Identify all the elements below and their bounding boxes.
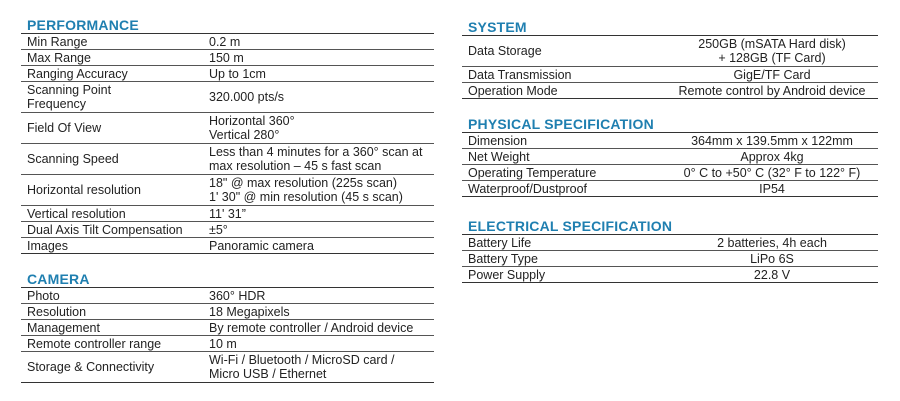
physical-section [462,116,878,197]
spec-label: Max Range [21,50,203,66]
system-table [462,36,878,99]
table-row [21,206,434,222]
spec-label: Ranging Accuracy [21,66,203,82]
spec-label: Operating Temperature [462,165,666,181]
table-row [462,235,878,251]
system-title: SYSTEM [462,19,878,36]
spec-label: Dimension [462,133,666,149]
table-row [462,181,878,197]
spec-label: Power Supply [462,267,666,283]
spec-label: Operation Mode [462,83,666,99]
spec-value: GigE/TF Card [666,67,878,83]
spec-label: Management [21,320,203,336]
table-row [21,175,434,206]
spec-label: Net Weight [462,149,666,165]
table-row [21,336,434,352]
spec-label: Data Storage [462,36,666,67]
spec-label: Min Range [21,34,203,50]
spec-value: By remote controller / Android device [203,320,434,336]
table-row [21,82,434,113]
table-row [21,238,434,254]
spec-value: LiPo 6S [666,251,878,267]
system-section [462,19,878,99]
performance-section [21,17,434,254]
table-row [21,66,434,82]
spec-value: 18 Megapixels [203,304,434,320]
table-row [21,222,434,238]
spec-value: Panoramic camera [203,238,434,254]
camera-table [21,288,434,383]
spec-value: Wi-Fi / Bluetooth / MicroSD card / Micro USB / Ethernet [203,352,434,383]
table-row [21,320,434,336]
spec-value: 320.000 pts/s [203,82,434,113]
table-row [462,83,878,99]
performance-title: PERFORMANCE [21,17,434,34]
table-row [462,165,878,181]
spec-value: 2 batteries, 4h each [666,235,878,251]
table-row [462,251,878,267]
spec-label: Field Of View [21,113,203,144]
table-row [21,34,434,50]
spec-value: 0.2 m [203,34,434,50]
spec-value: Less than 4 minutes for a 360° scan at max resolution – 45 s fast scan [203,144,434,175]
table-row [462,149,878,165]
spec-label: Scanning Speed [21,144,203,175]
spec-label: Dual Axis Tilt Compensation [21,222,203,238]
spec-label: Resolution [21,304,203,320]
table-row [462,267,878,283]
table-row [21,50,434,66]
spec-label: Remote controller range [21,336,203,352]
spec-value: 10 m [203,336,434,352]
spec-value: 18" @ max resolution (225s scan) 1' 30" @ min resolution (45 s scan) [203,175,434,206]
spec-value: 0° C to +50° C (32° F to 122° F) [666,165,878,181]
spec-value: 22.8 V [666,267,878,283]
table-row [21,144,434,175]
table-row [462,36,878,67]
spec-value: 150 m [203,50,434,66]
camera-section [21,271,434,383]
table-row [21,288,434,304]
spec-value: ±5° [203,222,434,238]
spec-label: Data Transmission [462,67,666,83]
spec-value: 364mm x 139.5mm x 122mm [666,133,878,149]
spec-label: Battery Type [462,251,666,267]
camera-title: CAMERA [21,271,434,288]
spec-value: Approx 4kg [666,149,878,165]
table-row [462,67,878,83]
spec-value: 360° HDR [203,288,434,304]
spec-label: Battery Life [462,235,666,251]
spec-label: Horizontal resolution [21,175,203,206]
table-row [21,113,434,144]
spec-value: 250GB (mSATA Hard disk) + 128GB (TF Card) [666,36,878,67]
spec-label: Images [21,238,203,254]
table-row [21,352,434,383]
table-row [462,133,878,149]
electrical-title: ELECTRICAL SPECIFICATION [462,218,878,235]
electrical-table [462,235,878,283]
table-row [21,304,434,320]
spec-label: Photo [21,288,203,304]
spec-value: Up to 1cm [203,66,434,82]
spec-value: Horizontal 360° Vertical 280° [203,113,434,144]
spec-label: Vertical resolution [21,206,203,222]
performance-table [21,34,434,254]
spec-label: Waterproof/Dustproof [462,181,666,197]
physical-title: PHYSICAL SPECIFICATION [462,116,878,133]
spec-value: IP54 [666,181,878,197]
spec-value: 11' 31” [203,206,434,222]
spec-label: Scanning Point Frequency [21,82,203,113]
electrical-section [462,218,878,283]
spec-value: Remote control by Android device [666,83,878,99]
spec-label: Storage & Connectivity [21,352,203,383]
physical-table [462,133,878,197]
